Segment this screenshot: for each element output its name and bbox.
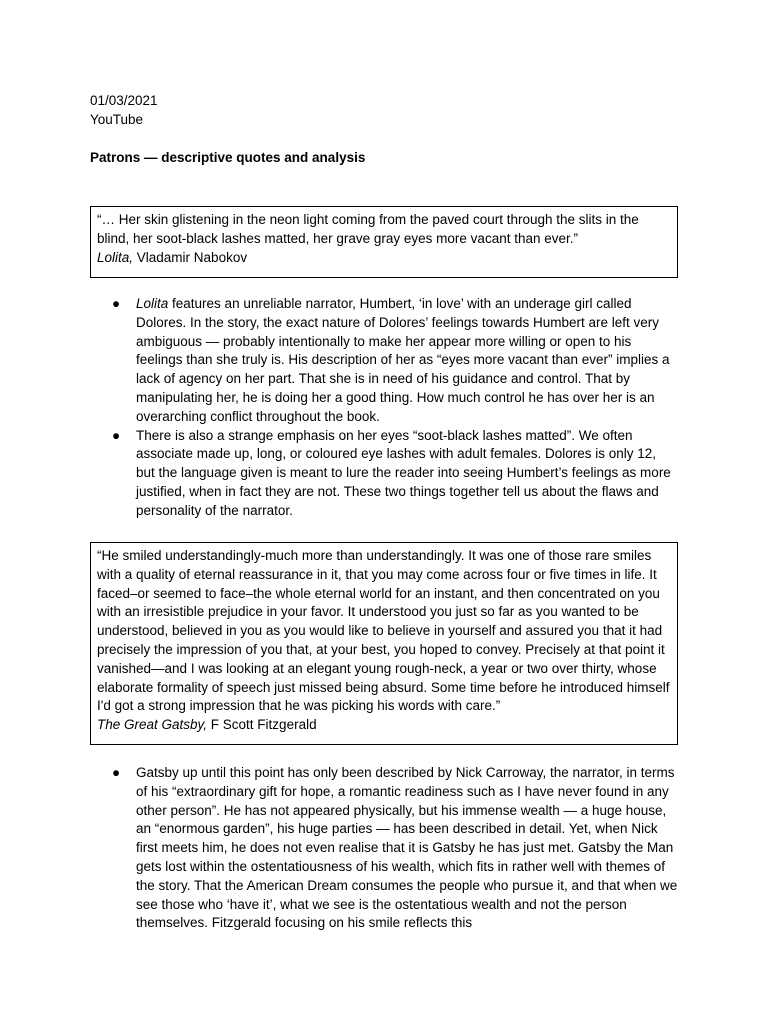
list-item bbox=[90, 764, 678, 933]
document-title: Patrons — descriptive quotes and analysis bbox=[90, 150, 366, 165]
analysis-text: features an unreliable narrator, Humbert, ‘in love’ with an underage girl called Dolores. In the story, the exact nature of Dolores’ feelings towards Humbert are left very ambiguous — probably intentionally to make her appear more willing or open to his feelings than she truly is. His description of her as “eyes more vacant than ever” implies a lack of agency on her part. That she is in need of his guidance and control. That by manipulating her, he is doing her a good thing. How much control he has over her is an overarching conflict throughout the book. bbox=[136, 296, 670, 424]
quote-box-lolita bbox=[90, 206, 678, 278]
bullet-icon: ● bbox=[112, 427, 121, 443]
document-date: 01/03/2021 bbox=[90, 93, 158, 108]
document-source: YouTube bbox=[90, 112, 144, 127]
list-item bbox=[90, 295, 678, 427]
bullet-icon: ● bbox=[112, 296, 121, 311]
analysis-list-gatsby bbox=[90, 764, 678, 933]
quote-work-title: The Great Gatsby, bbox=[97, 717, 208, 733]
analysis-text: Gatsby up until this point has only been described by Nick Carroway, the narrator, in terms of his “extraordinary gift for hope, a romantic readiness such as I have never found in any other person”. He has not appeared physically, but his immense wealth — a huge house, an “enormous garden”, his huge parties — has been described in detail. Yet, when Nick first meets him, he does not even realise that it is Gatsby he has just met. Gatsby the Man gets lost within the ostentatiousness of his wealth, which fits in rather well with themes of the story. That the American Dream consumes the people who pursue it, and that when we see those who ‘have it’, what we see is the ostentatious wealth and not the person themselves. Fitzgerald focusing on his smile reflects this bbox=[136, 765, 678, 931]
quote-text: “He smiled understandingly-much more than understandingly. It was one of those rare smiles with a quality of eternal reassurance in it, that you may come across four or five times in life. It faced–or seemed to face–the whole eternal world for an instant, and then concentrated on you with an irresistible prejudice in your favor. It understood you just so far as you wanted to be understood, believed in you as you would like to believe in yourself and assured you that it had precisely the impression of you that, at your best, you hoped to convey. Precisely at that point it vanished—and I was looking at an elegant young rough-neck, a year or two over thirty, whose elaborate formality of speech just missed being absurd. Some time before he introduced himself I'd got a strong impression that he was picking his words with care.” bbox=[97, 548, 670, 714]
list-item bbox=[90, 427, 678, 521]
quote-box-gatsby bbox=[90, 542, 678, 745]
quote-attribution bbox=[97, 716, 671, 735]
bullet-icon: ● bbox=[112, 765, 121, 780]
quote-text: “… Her skin glistening in the neon light coming from the paved court through the slits in the blind, her soot-black lashes matted, her grave gray eyes more vacant than ever.” bbox=[97, 212, 639, 246]
analysis-list-lolita bbox=[90, 295, 678, 521]
work-title: Lolita bbox=[136, 296, 169, 311]
quote-attribution bbox=[97, 249, 671, 268]
analysis-text: There is also a strange emphasis on her eyes “soot-black lashes matted”. We often associate made up, long, or coloured eye lashes with adult females. Dolores is only 12, but the language given is meant to lure the reader into seeing Humbert’s feelings as more justified, when in fact they are not. These two things together tell us about the flaws and personality of the narrator. bbox=[136, 427, 671, 518]
quote-author: F Scott Fitzgerald bbox=[207, 717, 317, 733]
quote-author: Vladamir Nabokov bbox=[133, 249, 248, 265]
quote-work-title: Lolita, bbox=[97, 249, 134, 265]
